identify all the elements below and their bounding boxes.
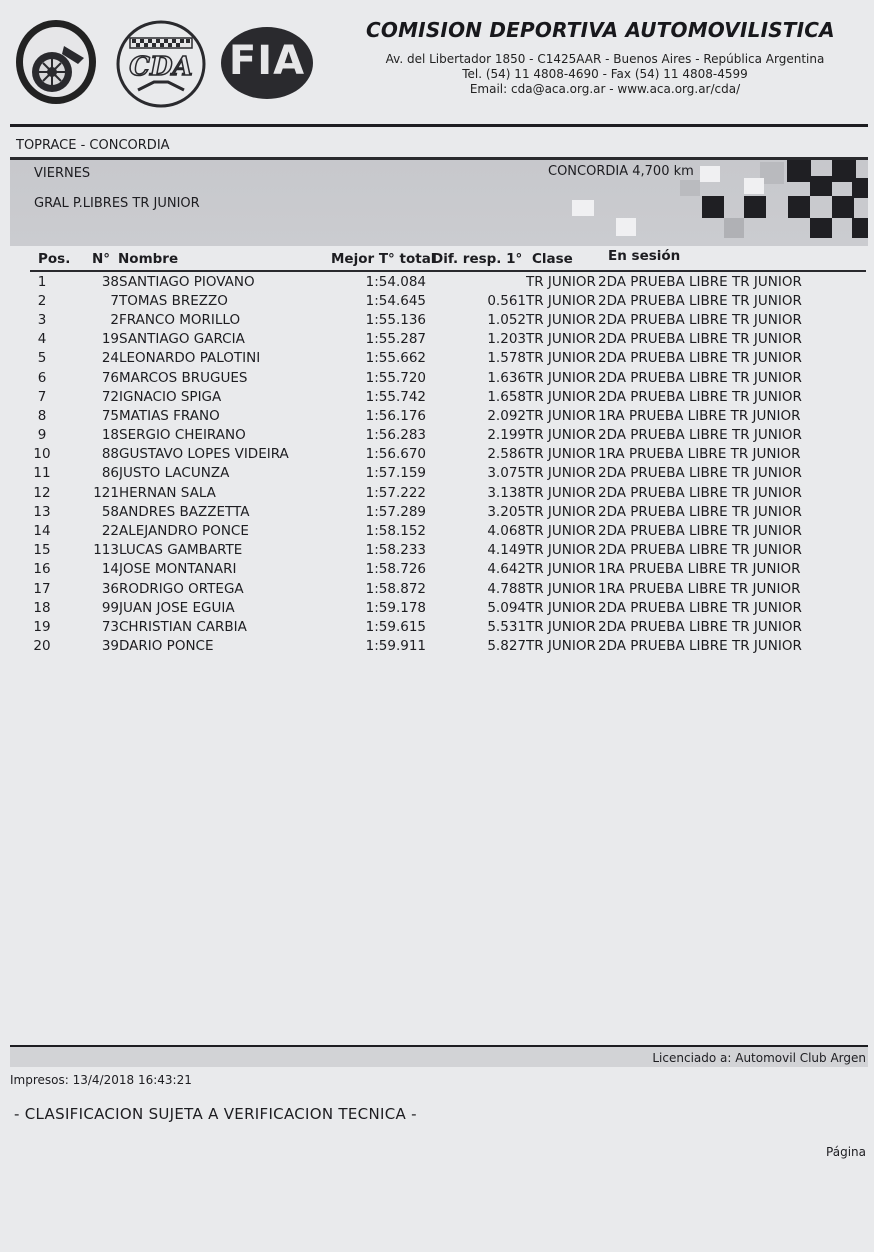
result-car-number: 75 [101,407,119,424]
result-pos: 10 [33,446,51,463]
result-driver-name: GUSTAVO LOPES VIDEIRA [119,446,289,463]
result-session: 2DA PRUEBA LIBRE TR JUNIOR [598,618,802,635]
result-driver-name: JUAN JOSE EGUIA [119,599,235,616]
table-row [10,330,858,349]
result-class: TR JUNIOR [526,503,596,520]
col-header-best-time: Mejor T° total [331,251,436,267]
result-best-time: 1:56.176 [365,407,426,424]
result-driver-name: JUSTO LACUNZA [119,465,230,482]
result-gap: 4.642 [487,561,526,578]
result-class: TR JUNIOR [526,427,596,444]
org-title: COMISION DEPORTIVA AUTOMOVILISTICA [366,18,835,42]
result-class: TR JUNIOR [526,465,596,482]
fia-logo-text: FIA [228,38,306,84]
result-driver-name: ALEJANDRO PONCE [119,523,249,540]
org-contact: Email: cda@aca.org.ar - www.aca.org.ar/cda/ [469,82,741,96]
results-table [10,272,858,656]
result-car-number: 113 [93,542,119,559]
result-class: TR JUNIOR [526,369,596,386]
header-divider [10,124,868,127]
table-row [10,387,858,406]
result-pos: 4 [37,331,47,348]
result-driver-name: FRANCO MORILLO [119,311,241,328]
result-session: 2DA PRUEBA LIBRE TR JUNIOR [598,350,802,367]
result-best-time: 1:56.670 [365,446,426,463]
result-session: 2DA PRUEBA LIBRE TR JUNIOR [598,292,802,309]
result-session: 2DA PRUEBA LIBRE TR JUNIOR [598,311,802,328]
result-class: TR JUNIOR [526,388,596,405]
aca-logo [14,14,98,106]
result-best-time: 1:57.289 [365,503,426,520]
table-row [10,502,858,521]
result-car-number: 72 [101,388,119,405]
result-driver-name: SANTIAGO PIOVANO [119,273,255,290]
result-driver-name: JOSE MONTANARI [119,561,237,578]
result-pos: 12 [33,484,51,501]
result-car-number: 2 [110,311,119,328]
result-best-time: 1:54.084 [365,273,426,290]
result-class: TR JUNIOR [526,446,596,463]
result-session: 1RA PRUEBA LIBRE TR JUNIOR [598,580,801,597]
result-session: 2DA PRUEBA LIBRE TR JUNIOR [598,503,802,520]
result-best-time: 1:59.615 [365,618,426,635]
result-session: 2DA PRUEBA LIBRE TR JUNIOR [598,427,802,444]
result-car-number: 58 [101,503,119,520]
result-driver-name: TOMAS BREZZO [119,292,228,309]
result-car-number: 88 [101,446,119,463]
result-car-number: 86 [101,465,119,482]
result-class: TR JUNIOR [526,580,596,597]
result-best-time: 1:58.726 [365,561,426,578]
result-session: 2DA PRUEBA LIBRE TR JUNIOR [598,388,802,405]
results-body [10,272,858,656]
result-best-time: 1:57.222 [365,484,426,501]
result-pos: 6 [37,369,47,386]
result-car-number: 24 [101,350,119,367]
table-row [10,598,858,617]
table-row [10,406,858,425]
table-row [10,310,858,329]
result-gap: 4.149 [487,542,526,559]
result-car-number: 14 [101,561,119,578]
result-driver-name: HERNAN SALA [119,484,216,501]
result-pos: 2 [37,292,47,309]
result-driver-name: MARCOS BRUGUES [119,369,248,386]
technical-verification-disclaimer: - CLASIFICACION SUJETA A VERIFICACION TECNICA - [14,1105,417,1123]
result-gap: 1.658 [487,388,526,405]
table-row [10,291,858,310]
result-gap: 1.203 [487,331,526,348]
col-header-num: N° [92,251,111,267]
result-car-number: 18 [101,427,119,444]
result-session: 2DA PRUEBA LIBRE TR JUNIOR [598,523,802,540]
table-row [10,426,858,445]
result-driver-name: LUCAS GAMBARTE [119,542,243,559]
result-gap: 5.827 [487,638,526,655]
result-session: 1RA PRUEBA LIBRE TR JUNIOR [598,561,801,578]
result-class: TR JUNIOR [526,350,596,367]
printed-timestamp: Impresos: 13/4/2018 16:43:21 [10,1073,192,1087]
result-driver-name: DARIO PONCE [119,638,214,655]
result-car-number: 19 [101,331,119,348]
result-gap: 2.092 [487,407,526,424]
table-row [10,445,858,464]
result-class: TR JUNIOR [526,638,596,655]
result-driver-name: CHRISTIAN CARBIA [119,618,247,635]
result-session: 2DA PRUEBA LIBRE TR JUNIOR [598,331,802,348]
result-pos: 11 [33,465,51,482]
result-pos: 15 [33,542,51,559]
result-pos: 3 [37,311,47,328]
result-best-time: 1:58.233 [365,542,426,559]
table-row [10,560,858,579]
result-best-time: 1:55.720 [365,369,426,386]
result-gap: 1.052 [487,311,526,328]
result-best-time: 1:54.645 [365,292,426,309]
result-driver-name: IGNACIO SPIGA [119,388,222,405]
result-session: 2DA PRUEBA LIBRE TR JUNIOR [598,599,802,616]
result-best-time: 1:58.152 [365,523,426,540]
result-driver-name: LEONARDO PALOTINI [119,350,261,367]
result-class: TR JUNIOR [526,331,596,348]
result-gap: 1.636 [487,369,526,386]
result-pos: 17 [33,580,51,597]
result-pos: 8 [37,407,47,424]
result-session: 2DA PRUEBA LIBRE TR JUNIOR [598,484,802,501]
result-class: TR JUNIOR [526,292,596,309]
result-car-number: 76 [101,369,119,386]
col-header-name: Nombre [118,251,179,267]
org-address: Av. del Libertador 1850 - C1425AAR - Buenos Aires - República Argentina [385,52,825,66]
result-gap: 1.578 [487,350,526,367]
result-session: 2DA PRUEBA LIBRE TR JUNIOR [598,465,802,482]
result-session: 1RA PRUEBA LIBRE TR JUNIOR [598,407,801,424]
col-header-diff: Dif. resp. 1° [432,251,523,267]
page-label: Página [826,1145,866,1159]
result-driver-name: MATIAS FRANO [119,407,220,424]
result-class: TR JUNIOR [526,561,596,578]
cda-logo-text: CDA [129,52,193,82]
result-class: TR JUNIOR [526,484,596,501]
result-gap: 3.205 [487,503,526,520]
result-pos: 18 [33,599,51,616]
col-header-session: En sesión [608,248,681,264]
result-driver-name: ANDRES BAZZETTA [119,503,250,520]
table-row [10,464,858,483]
table-row [10,368,858,387]
result-gap: 5.531 [487,618,526,635]
result-pos: 13 [33,503,51,520]
result-class: TR JUNIOR [526,311,596,328]
result-best-time: 1:59.178 [365,599,426,616]
result-session: 2DA PRUEBA LIBRE TR JUNIOR [598,542,802,559]
result-best-time: 1:59.911 [365,638,426,655]
result-car-number: 22 [101,523,119,540]
result-gap: 3.075 [487,465,526,482]
fia-logo [220,26,314,100]
result-car-number: 73 [101,618,119,635]
result-best-time: 1:55.287 [365,331,426,348]
org-phones: Tel. (54) 11 4808-4690 - Fax (54) 11 4808-4599 [462,67,748,81]
result-gap [426,272,526,291]
result-car-number: 38 [101,273,119,290]
result-gap: 4.068 [487,523,526,540]
result-car-number: 7 [110,292,119,309]
result-class: TR JUNIOR [526,273,596,290]
result-class: TR JUNIOR [526,599,596,616]
result-pos: 19 [33,618,51,635]
result-best-time: 1:57.159 [365,465,426,482]
result-best-time: 1:55.742 [365,388,426,405]
table-row [10,272,858,291]
result-gap: 3.138 [487,484,526,501]
result-gap: 5.094 [487,599,526,616]
result-driver-name: SANTIAGO GARCIA [119,331,245,348]
result-pos: 7 [37,388,47,405]
result-best-time: 1:55.662 [365,350,426,367]
result-class: TR JUNIOR [526,542,596,559]
result-car-number: 121 [93,484,119,501]
result-car-number: 99 [101,599,119,616]
result-pos: 5 [37,350,47,367]
event-day: VIERNES [34,166,91,181]
table-row [10,483,858,502]
result-gap: 4.788 [487,580,526,597]
result-car-number: 39 [101,638,119,655]
result-pos: 16 [33,561,51,578]
result-best-time: 1:56.283 [365,427,426,444]
result-pos: 9 [37,427,47,444]
table-row [10,541,858,560]
result-session: 2DA PRUEBA LIBRE TR JUNIOR [598,369,802,386]
cda-logo [116,20,206,108]
result-class: TR JUNIOR [526,523,596,540]
col-header-class: Clase [532,251,573,267]
circuit-info: CONCORDIA 4,700 km [548,164,694,179]
result-best-time: 1:58.872 [365,580,426,597]
result-driver-name: RODRIGO ORTEGA [119,580,244,597]
table-row [10,579,858,598]
result-best-time: 1:55.136 [365,311,426,328]
result-class: TR JUNIOR [526,407,596,424]
result-pos: 1 [37,273,47,290]
event-name: TOPRACE - CONCORDIA [16,138,170,153]
result-driver-name: SERGIO CHEIRANO [119,427,246,444]
table-row [10,349,858,368]
table-row [10,637,858,656]
result-gap: 2.586 [487,446,526,463]
result-gap: 2.199 [487,427,526,444]
result-pos: 14 [33,523,51,540]
result-session: 2DA PRUEBA LIBRE TR JUNIOR [598,638,802,655]
session-name: GRAL P.LIBRES TR JUNIOR [34,196,200,211]
result-class: TR JUNIOR [526,618,596,635]
table-row [10,521,858,540]
result-car-number: 36 [101,580,119,597]
result-pos: 20 [33,638,51,655]
result-session: 2DA PRUEBA LIBRE TR JUNIOR [598,273,802,290]
table-row [10,617,858,636]
col-header-pos: Pos. [38,251,71,267]
result-session: 1RA PRUEBA LIBRE TR JUNIOR [598,446,801,463]
licensed-to: Licenciado a: Automovil Club Argen [652,1051,866,1065]
result-gap: 0.561 [487,292,526,309]
